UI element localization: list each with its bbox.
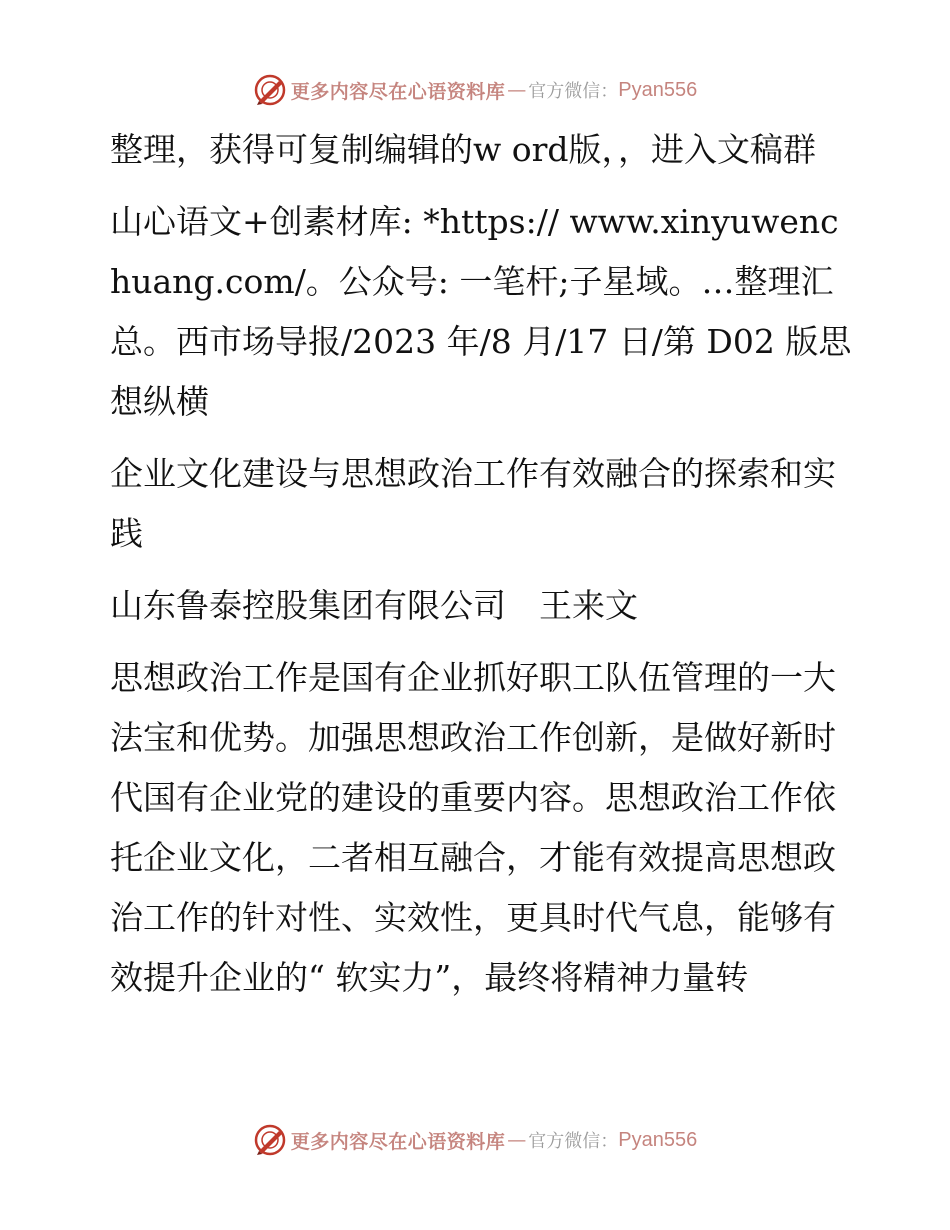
banner-separator: —	[507, 1129, 527, 1151]
pen-logo-icon	[253, 1123, 287, 1157]
banner-official-label: 官方微信：	[528, 81, 619, 102]
article-title: 企业文化建设与思想政治工作有效融合的探索和实践	[110, 454, 836, 553]
pen-logo-icon	[253, 73, 287, 107]
footer-banner	[0, 1120, 950, 1160]
banner-official-label: 官方微信：	[528, 1131, 619, 1152]
banner-brand-text: 更多内容尽在心语资料库	[290, 80, 506, 103]
banner-separator: —	[507, 79, 527, 101]
intro-note: 整理，获得可复制编辑的w ord版，，进入文稿群	[110, 130, 817, 169]
document-body	[96, 120, 856, 1020]
body-paragraph: 思想政治工作是国有企业抓好职工队伍管理的一大法宝和优势。加强思想政治工作创新，是做好新时代国有企业党的建设的重要内容。思想政治工作依托企业文化，二者相互融合，才能有效提高思想政治工作的针对性、实效性，更具时代气息，能够有效提升企业的“ 软实力”，最终将精神力量转	[110, 658, 836, 997]
banner-wechat-id: Pyan556	[618, 1128, 698, 1151]
header-banner	[0, 70, 950, 110]
banner-brand-text: 更多内容尽在心语资料库	[290, 1130, 506, 1153]
banner-wechat-id: Pyan556	[618, 78, 698, 101]
author-line: 山东鲁泰控股集团有限公司 王来文	[110, 586, 638, 625]
source-info: 山心语文+创素材库: *https:// www.xinyuwenchuang.com/。公众号: 一笔杆;子星域。…整理汇总。西市场导报/2023 年/8 月/17 日/第 D02 版思想纵横	[110, 202, 852, 421]
